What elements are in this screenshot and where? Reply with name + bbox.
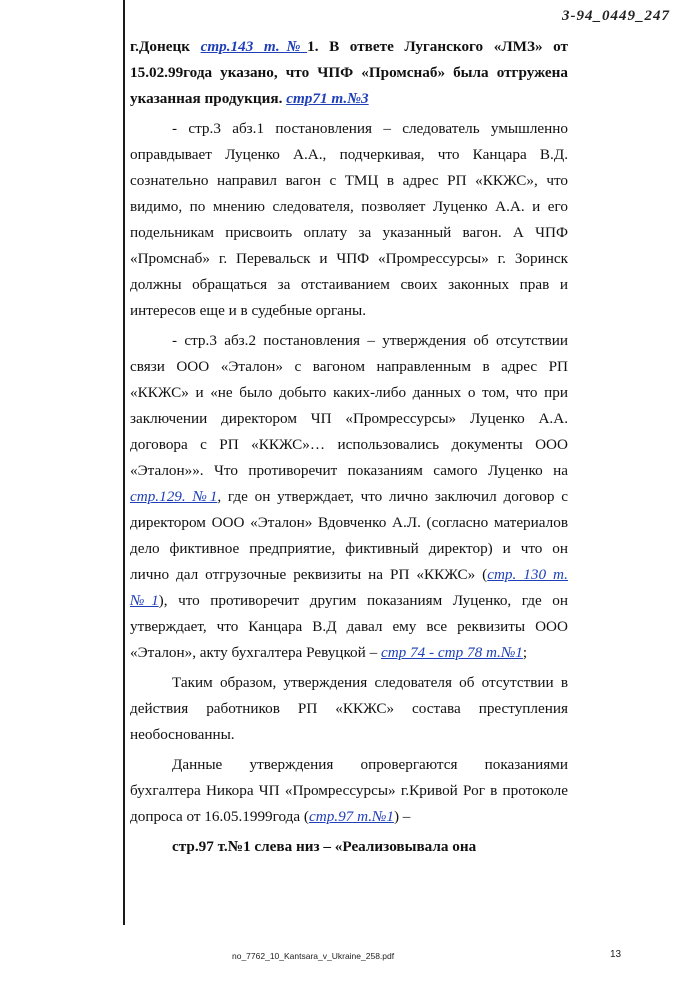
paragraph-4: Таким образом, утверждения следователя об отсутствии в действия работников РП «ККЖС» состава преступления необоснованны. <box>130 674 568 743</box>
paragraph-5 <box>130 752 568 830</box>
paragraph-text: ) – <box>393 808 411 825</box>
paragraph-text: г.Донецк <box>130 38 201 55</box>
paragraph-1 <box>130 34 568 112</box>
footer-filename: no_7762_10_Kantsara_v_Ukraine_258.pdf <box>232 951 395 961</box>
page-reference-link[interactable]: стр.129. №1 <box>130 488 218 505</box>
page-reference-link[interactable]: стр71 т.№3 <box>286 90 369 107</box>
page-number: 13 <box>610 949 622 960</box>
paragraph-text: , где он утверждает, что лично заключил договор с директором ООО «Эталон» Вдовченко А.Л. (согласно материалов дело фиктивное предприятие, фиктивный директор) и что он лично дал отгрузочные реквизиты на РП «ККЖС» ( <box>130 488 569 583</box>
page-reference-link[interactable]: стр.143 т.№ <box>200 38 308 55</box>
paragraph-text: Данные утверждения опровергаются показаниями бухгалтера Никора ЧП «Промрессурсы» г.Кривой Рог в протоколе допроса от 16.05.1999года ( <box>130 756 568 825</box>
paragraph-2: - стр.3 абз.1 постановления – следователь умышленно оправдывает Луценко А.А., подчеркивая, что Канцара В.Д. сознательно направил вагон с ТМЦ в адрес РП «ККЖС», что видимо, по мнению следователя, позволяет Луценко А.А. и его подельникам присвоить оплату за указанный вагон. А ЧПФ «Промснаб» г. Перевальск и ЧПФ «Промрессурсы» г. Зоринск должны обращаться за отстаиванием своих законных прав и интересов еще и в судебные органы. <box>130 120 568 319</box>
paragraph-text: ), что противоречит другим показаниям Луценко, где он утверждает, что Канцара В.Д давал ему все реквизиты ООО «Эталон», акту бухгалтера Ревуцкой – <box>130 592 568 661</box>
page-reference-link[interactable]: стр. 130 т.№1 <box>130 566 568 609</box>
paragraph-6: стр.97 т.№1 слева низ – «Реализовывала она <box>172 838 477 855</box>
left-margin-rule <box>123 0 125 925</box>
paragraph-3 <box>130 328 568 666</box>
paragraph-text: 1. В ответе Луганского «ЛМЗ» от 15.02.99года указано, что ЧПФ «Промснаб» была отгружена указанная продукция. <box>130 38 569 107</box>
document-id: 3-94_0449_247 <box>562 8 670 24</box>
page-reference-link[interactable]: стр.97 т.№1 <box>308 808 394 825</box>
paragraph-text: ; <box>522 644 528 661</box>
document-body <box>130 34 568 864</box>
page-reference-link[interactable]: стр 74 - стр 78 т.№1 <box>380 644 523 661</box>
paragraph-text: - стр.3 абз.2 постановления – утверждения об отсутствии связи ООО «Эталон» с вагоном направленным в адрес РП «ККЖС» и «не было добыто каких-либо данных о том, что при заключении директором ЧП «Промрессурсы» Луценко А.А. договора с РП «ККЖС»… использовались документы ООО «Эталон»». Что противоречит показаниям самого Луценко на <box>130 332 568 479</box>
